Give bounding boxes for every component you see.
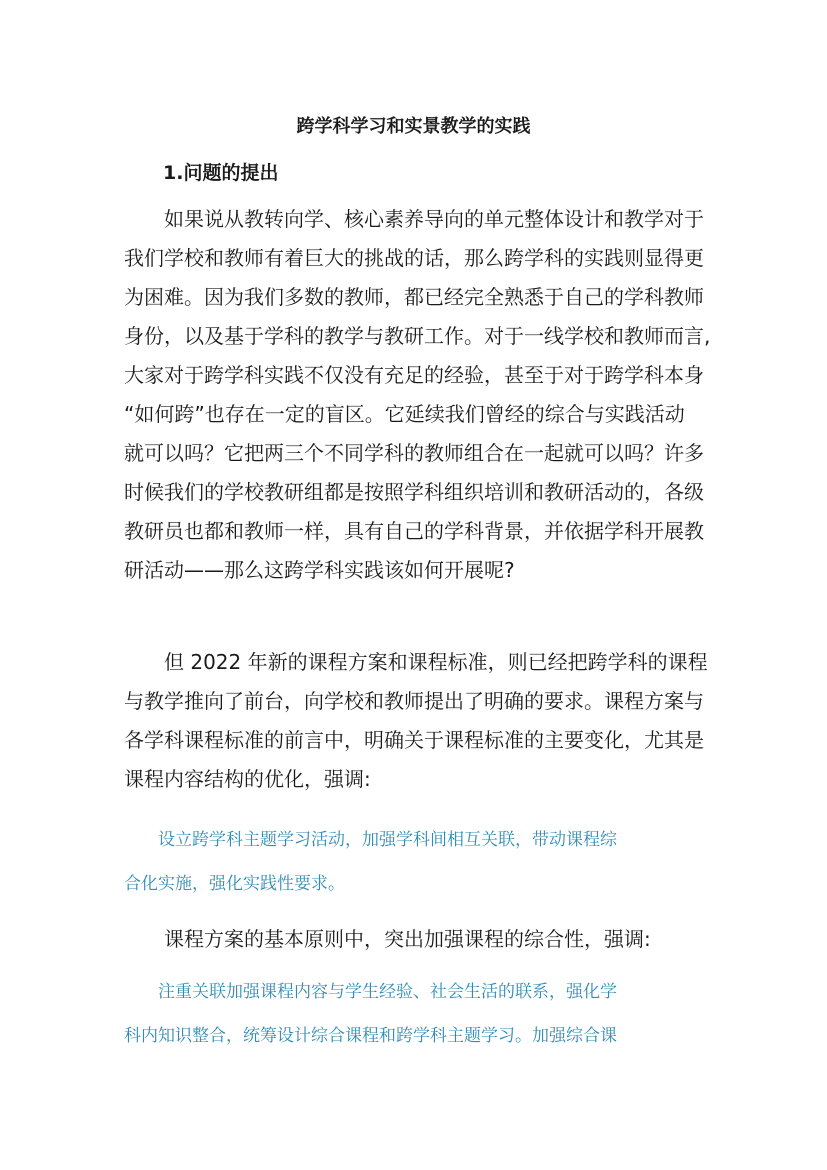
quote-block-1 [124, 818, 714, 906]
quote-block-2 [124, 970, 714, 1058]
paragraph-line: 课程方案的基本原则中，突出加强课程的综合性，强调: [124, 927, 651, 951]
paragraph-line: 与教学推向了前台，向学校和教师提出了明确的要求。课程方案与 [124, 689, 704, 713]
document-title: 跨学科学习和实景教学的实践 [296, 116, 531, 137]
paragraph-line: 但 2022 年新的课程方案和课程标准，则已经把跨学科的课程 [124, 650, 708, 674]
paragraph-line: 我们学校和教师有着巨大的挑战的话，那么跨学科的实践则显得更 [124, 246, 704, 270]
paragraph-line: 大家对于跨学科实践不仅没有充足的经验，甚至于对于跨学科本身 [124, 363, 704, 387]
paragraph-line: “如何跨”也存在一定的盲区。它延续我们曾经的综合与实践活动 [124, 402, 685, 426]
paragraph-line: 身份，以及基于学科的教学与教研工作。对于一线学校和教师而言, [124, 324, 711, 348]
paragraph-line: 各学科课程标准的前言中，明确关于课程标准的主要变化，尤其是 [124, 728, 704, 752]
paragraph-line: 就可以吗？它把两三个不同学科的教师组合在一起就可以吗？许多 [124, 441, 704, 465]
paragraph-1 [124, 200, 714, 590]
paragraph-line: 如果说从教转向学、核心素养导向的单元整体设计和教学对于 [124, 207, 704, 231]
paragraph-3 [124, 920, 714, 959]
paragraph-line: 研活动——那么这跨学科实践该如何开展呢? [124, 558, 515, 582]
paragraph-line: 课程内容结构的优化，强调: [124, 767, 371, 791]
quote-line: 合化实施，强化实践性要求。 [124, 874, 345, 894]
quote-line: 科内知识整合，统筹设计综合课程和跨学科主题学习。加强综合课 [124, 1026, 617, 1046]
quote-line: 设立跨学科主题学习活动，加强学科间相互关联，带动课程综 [124, 830, 617, 850]
quote-line: 注重关联加强课程内容与学生经验、社会生活的联系，强化学 [124, 982, 617, 1002]
paragraph-line: 为困难。因为我们多数的教师，都已经完全熟悉于自己的学科教师 [124, 285, 704, 309]
paragraph-line: 教研员也都和教师一样，具有自己的学科背景，并依据学科开展教 [124, 519, 704, 543]
paragraph-2 [124, 643, 714, 799]
paragraph-line: 时候我们的学校教研组都是按照学科组织培训和教研活动的，各级 [124, 480, 704, 504]
section-heading: 1.问题的提出 [163, 162, 279, 184]
